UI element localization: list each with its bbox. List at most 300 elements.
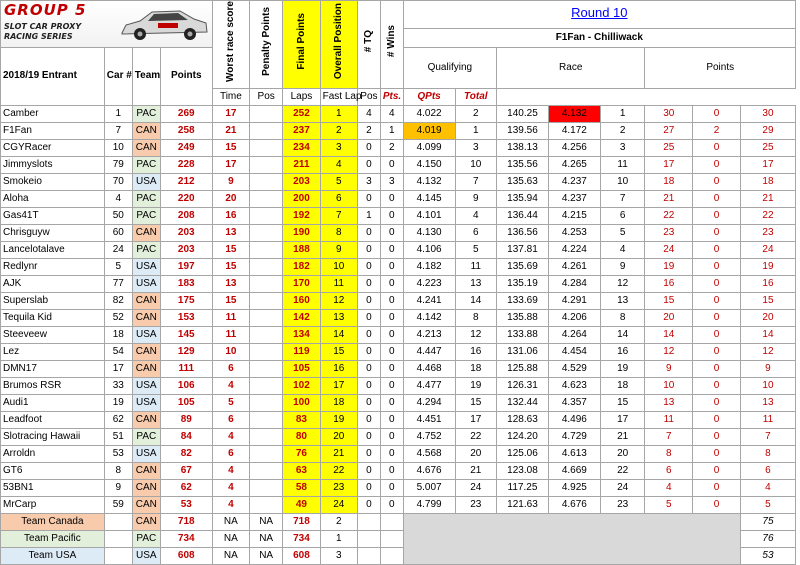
total-pts: 23	[740, 224, 795, 241]
team-worst: NA	[212, 547, 249, 564]
final-points: 170	[283, 275, 320, 292]
tq-count: 0	[357, 139, 380, 156]
penalty-points	[250, 105, 283, 122]
overall-position: 7	[320, 207, 357, 224]
race-laps: 135.69	[497, 258, 549, 275]
race-pos: 6	[600, 207, 645, 224]
qualifying-pts: 0	[693, 462, 741, 479]
wins-count: 3	[380, 173, 403, 190]
qualifying-pos: 5	[455, 241, 497, 258]
race-pts: 5	[645, 496, 693, 513]
entrant-name: 53BN1	[1, 479, 105, 496]
entrant-name: Smokeio	[1, 173, 105, 190]
race-pos: 24	[600, 479, 645, 496]
team-points: 718	[160, 513, 212, 530]
tq-count: 0	[357, 394, 380, 411]
penalty-points	[250, 190, 283, 207]
race-laps: 124.20	[497, 428, 549, 445]
worst-race-score: 4	[212, 462, 249, 479]
qualifying-pts: 0	[693, 309, 741, 326]
team-code: CAN	[132, 513, 160, 530]
total-pts: 22	[740, 207, 795, 224]
race-laps: 123.08	[497, 462, 549, 479]
qualifying-time: 4.451	[403, 411, 455, 428]
team-badge: PAC	[132, 105, 160, 122]
header-pts: Pts.	[380, 88, 403, 105]
qualifying-pts: 0	[693, 292, 741, 309]
race-laps: 117.25	[497, 479, 549, 496]
race-pos: 17	[600, 411, 645, 428]
worst-race-score: 15	[212, 241, 249, 258]
points: 67	[160, 462, 212, 479]
qualifying-time: 4.223	[403, 275, 455, 292]
points: 183	[160, 275, 212, 292]
team-final-points: 734	[283, 530, 320, 547]
race-laps: 133.88	[497, 326, 549, 343]
team-badge: USA	[132, 173, 160, 190]
overall-position: 20	[320, 428, 357, 445]
final-points: 160	[283, 292, 320, 309]
qualifying-pts: 0	[693, 156, 741, 173]
wins-count: 0	[380, 445, 403, 462]
penalty-points	[250, 241, 283, 258]
car-number: 54	[104, 343, 132, 360]
wins-count: 0	[380, 207, 403, 224]
qualifying-pts: 0	[693, 275, 741, 292]
driver-row	[1, 394, 796, 411]
overall-position: 15	[320, 343, 357, 360]
race-pos: 9	[600, 258, 645, 275]
logo-title: GROUP 5	[4, 1, 87, 19]
entrant-name: Jimmyslots	[1, 156, 105, 173]
qualifying-time: 4.101	[403, 207, 455, 224]
driver-row	[1, 122, 796, 139]
driver-row	[1, 411, 796, 428]
final-points: 234	[283, 139, 320, 156]
race-laps: 138.13	[497, 139, 549, 156]
wins-count: 0	[380, 309, 403, 326]
race-pos: 5	[600, 224, 645, 241]
team-position: 1	[320, 530, 357, 547]
worst-race-score: 4	[212, 428, 249, 445]
team-penalty: NA	[250, 530, 283, 547]
race-pts: 14	[645, 326, 693, 343]
race-laps: 135.63	[497, 173, 549, 190]
wins-count: 0	[380, 224, 403, 241]
race-pos: 16	[600, 343, 645, 360]
worst-race-score: 21	[212, 122, 249, 139]
points: 153	[160, 309, 212, 326]
points: 84	[160, 428, 212, 445]
qualifying-time: 4.468	[403, 360, 455, 377]
wins-count: 0	[380, 479, 403, 496]
entrant-name: MrCarp	[1, 496, 105, 513]
team-tq-blank	[357, 547, 380, 564]
header-qpts: QPts	[403, 88, 455, 105]
wins-count: 0	[380, 156, 403, 173]
qualifying-pts: 0	[693, 241, 741, 258]
total-pts: 30	[740, 105, 795, 122]
race-pos: 21	[600, 428, 645, 445]
overall-position: 16	[320, 360, 357, 377]
team-badge: CAN	[132, 122, 160, 139]
race-laps: 126.31	[497, 377, 549, 394]
points: 62	[160, 479, 212, 496]
final-points: 200	[283, 190, 320, 207]
wins-count: 0	[380, 411, 403, 428]
entrant-name: Tequila Kid	[1, 309, 105, 326]
team-tq-blank	[357, 530, 380, 547]
points: 203	[160, 224, 212, 241]
header-fast-lap: Fast Lap	[320, 88, 357, 105]
worst-race-score: 17	[212, 105, 249, 122]
qualifying-time: 4.130	[403, 224, 455, 241]
header-wins: # Wins	[380, 1, 403, 89]
fast-lap: 4.496	[548, 411, 600, 428]
team-position: 2	[320, 513, 357, 530]
team-worst: NA	[212, 530, 249, 547]
fast-lap: 4.256	[548, 139, 600, 156]
driver-row	[1, 241, 796, 258]
penalty-points	[250, 360, 283, 377]
driver-row	[1, 105, 796, 122]
team-total: 53	[740, 547, 795, 564]
overall-position: 1	[320, 105, 357, 122]
header-points-group: Points	[645, 48, 796, 89]
race-laps: 135.56	[497, 156, 549, 173]
worst-race-score: 15	[212, 139, 249, 156]
qualifying-pts: 0	[693, 105, 741, 122]
qualifying-pos: 9	[455, 190, 497, 207]
worst-race-score: 4	[212, 377, 249, 394]
race-pts: 23	[645, 224, 693, 241]
tq-count: 0	[357, 496, 380, 513]
header-car: Car #	[104, 48, 132, 106]
overall-position: 13	[320, 309, 357, 326]
overall-position: 4	[320, 156, 357, 173]
overall-position: 18	[320, 394, 357, 411]
entrant-name: Lez	[1, 343, 105, 360]
total-pts: 10	[740, 377, 795, 394]
total-pts: 21	[740, 190, 795, 207]
race-pos: 4	[600, 241, 645, 258]
points: 129	[160, 343, 212, 360]
car-number: 18	[104, 326, 132, 343]
qualifying-pts: 0	[693, 360, 741, 377]
points: 258	[160, 122, 212, 139]
total-pts: 6	[740, 462, 795, 479]
qualifying-pos: 18	[455, 360, 497, 377]
tq-count: 0	[357, 309, 380, 326]
round-link[interactable]: Round 10	[571, 5, 628, 21]
car-number: 59	[104, 496, 132, 513]
wins-count: 0	[380, 241, 403, 258]
worst-race-score: 6	[212, 445, 249, 462]
points: 228	[160, 156, 212, 173]
points: 249	[160, 139, 212, 156]
tq-count: 0	[357, 275, 380, 292]
qualifying-pos: 23	[455, 496, 497, 513]
header-overall: Overall Position	[320, 1, 357, 89]
qualifying-pts: 0	[693, 224, 741, 241]
qualifying-pos: 15	[455, 394, 497, 411]
total-pts: 13	[740, 394, 795, 411]
tq-count: 0	[357, 343, 380, 360]
driver-row	[1, 292, 796, 309]
final-points: 237	[283, 122, 320, 139]
race-pos: 19	[600, 360, 645, 377]
driver-row	[1, 224, 796, 241]
race-laps: 125.88	[497, 360, 549, 377]
qualifying-time: 4.752	[403, 428, 455, 445]
points: 175	[160, 292, 212, 309]
team-badge: CAN	[132, 411, 160, 428]
race-pts: 24	[645, 241, 693, 258]
penalty-points	[250, 394, 283, 411]
team-total: 75	[740, 513, 795, 530]
qualifying-pos: 7	[455, 173, 497, 190]
driver-row	[1, 462, 796, 479]
round-cell	[403, 1, 795, 29]
team-penalty: NA	[250, 513, 283, 530]
qualifying-pos: 19	[455, 377, 497, 394]
worst-race-score: 13	[212, 224, 249, 241]
total-pts: 19	[740, 258, 795, 275]
qualifying-pos: 8	[455, 309, 497, 326]
car-number: 7	[104, 122, 132, 139]
tq-count: 0	[357, 326, 380, 343]
fast-lap: 4.253	[548, 224, 600, 241]
race-laps: 137.81	[497, 241, 549, 258]
series-logo	[1, 1, 213, 48]
qualifying-pts: 0	[693, 394, 741, 411]
qualifying-pts: 0	[693, 377, 741, 394]
car-number: 62	[104, 411, 132, 428]
qualifying-pos: 17	[455, 411, 497, 428]
final-points: 105	[283, 360, 320, 377]
race-pts: 22	[645, 207, 693, 224]
tq-count: 0	[357, 224, 380, 241]
tq-count: 1	[357, 207, 380, 224]
worst-race-score: 4	[212, 479, 249, 496]
qualifying-time: 4.106	[403, 241, 455, 258]
team-points: 734	[160, 530, 212, 547]
team-badge: USA	[132, 326, 160, 343]
tq-count: 0	[357, 258, 380, 275]
points: 197	[160, 258, 212, 275]
penalty-points	[250, 462, 283, 479]
race-laps: 140.25	[497, 105, 549, 122]
team-badge: PAC	[132, 241, 160, 258]
race-pos: 18	[600, 377, 645, 394]
race-pts: 8	[645, 445, 693, 462]
wins-count: 0	[380, 343, 403, 360]
entrant-name: AJK	[1, 275, 105, 292]
overall-position: 8	[320, 224, 357, 241]
overall-position: 14	[320, 326, 357, 343]
team-badge: CAN	[132, 224, 160, 241]
race-pos: 1	[600, 105, 645, 122]
overall-position: 19	[320, 411, 357, 428]
final-points: 76	[283, 445, 320, 462]
race-pos: 3	[600, 139, 645, 156]
header-final: Final Points	[283, 1, 320, 89]
car-number: 53	[104, 445, 132, 462]
race-pos: 8	[600, 309, 645, 326]
race-pos: 13	[600, 292, 645, 309]
qualifying-pos: 2	[455, 105, 497, 122]
overall-position: 21	[320, 445, 357, 462]
final-points: 142	[283, 309, 320, 326]
team-badge: CAN	[132, 360, 160, 377]
fast-lap: 4.215	[548, 207, 600, 224]
team-badge: USA	[132, 258, 160, 275]
entrant-name: Chrisguyw	[1, 224, 105, 241]
race-laps: 135.19	[497, 275, 549, 292]
race-pts: 11	[645, 411, 693, 428]
qualifying-pos: 16	[455, 343, 497, 360]
race-pts: 20	[645, 309, 693, 326]
header-penalty: Penalty Points	[250, 1, 283, 89]
qualifying-pts: 2	[693, 122, 741, 139]
header-laps: Laps	[283, 88, 320, 105]
driver-row	[1, 428, 796, 445]
driver-row	[1, 173, 796, 190]
tq-count: 0	[357, 377, 380, 394]
entrant-name: Brumos RSR	[1, 377, 105, 394]
car-number: 4	[104, 190, 132, 207]
worst-race-score: 9	[212, 173, 249, 190]
tq-count: 0	[357, 411, 380, 428]
race-pos: 23	[600, 496, 645, 513]
points: 220	[160, 190, 212, 207]
points: 106	[160, 377, 212, 394]
entrant-name: Camber	[1, 105, 105, 122]
qualifying-pts: 0	[693, 173, 741, 190]
qualifying-time: 4.019	[403, 122, 455, 139]
race-pos: 20	[600, 445, 645, 462]
overall-position: 2	[320, 122, 357, 139]
race-pos: 14	[600, 326, 645, 343]
fast-lap: 4.172	[548, 122, 600, 139]
qualifying-time: 4.132	[403, 173, 455, 190]
points: 89	[160, 411, 212, 428]
total-pts: 16	[740, 275, 795, 292]
worst-race-score: 16	[212, 207, 249, 224]
qualifying-pts: 0	[693, 326, 741, 343]
car-number: 8	[104, 462, 132, 479]
penalty-points	[250, 479, 283, 496]
driver-row	[1, 343, 796, 360]
team-position: 3	[320, 547, 357, 564]
worst-race-score: 20	[212, 190, 249, 207]
worst-race-score: 6	[212, 411, 249, 428]
total-pts: 20	[740, 309, 795, 326]
overall-position: 22	[320, 462, 357, 479]
wins-count: 0	[380, 462, 403, 479]
driver-row	[1, 326, 796, 343]
overall-position: 12	[320, 292, 357, 309]
team-car-blank	[104, 513, 132, 530]
race-pts: 12	[645, 343, 693, 360]
points: 145	[160, 326, 212, 343]
total-pts: 9	[740, 360, 795, 377]
race-pos: 11	[600, 156, 645, 173]
qualifying-time: 4.145	[403, 190, 455, 207]
total-pts: 8	[740, 445, 795, 462]
race-pts: 25	[645, 139, 693, 156]
points: 53	[160, 496, 212, 513]
entrant-name: CGYRacer	[1, 139, 105, 156]
qualifying-time: 4.241	[403, 292, 455, 309]
car-number: 82	[104, 292, 132, 309]
fast-lap: 4.237	[548, 173, 600, 190]
entrant-name: F1Fan	[1, 122, 105, 139]
driver-row	[1, 445, 796, 462]
qualifying-pts: 0	[693, 190, 741, 207]
team-badge: USA	[132, 275, 160, 292]
race-laps: 125.06	[497, 445, 549, 462]
entrant-name: Steeveew	[1, 326, 105, 343]
team-badge: PAC	[132, 190, 160, 207]
penalty-points	[250, 377, 283, 394]
team-badge: PAC	[132, 207, 160, 224]
final-points: 49	[283, 496, 320, 513]
entrant-name: Leadfoot	[1, 411, 105, 428]
qualifying-pts: 0	[693, 207, 741, 224]
team-name: Team Pacific	[1, 530, 105, 547]
total-pts: 12	[740, 343, 795, 360]
fast-lap: 4.261	[548, 258, 600, 275]
final-points: 188	[283, 241, 320, 258]
car-number: 77	[104, 275, 132, 292]
driver-row	[1, 309, 796, 326]
qualifying-pos: 6	[455, 224, 497, 241]
fast-lap: 4.237	[548, 190, 600, 207]
team-points: 608	[160, 547, 212, 564]
team-badge: USA	[132, 394, 160, 411]
fast-lap: 4.623	[548, 377, 600, 394]
final-points: 182	[283, 258, 320, 275]
race-laps: 132.44	[497, 394, 549, 411]
race-pts: 15	[645, 292, 693, 309]
qualifying-time: 4.150	[403, 156, 455, 173]
race-pts: 19	[645, 258, 693, 275]
worst-race-score: 4	[212, 496, 249, 513]
penalty-points	[250, 224, 283, 241]
header-team: Team	[132, 48, 160, 106]
final-points: 192	[283, 207, 320, 224]
race-laps: 136.56	[497, 224, 549, 241]
entrant-name: Superslab	[1, 292, 105, 309]
driver-row	[1, 479, 796, 496]
final-points: 100	[283, 394, 320, 411]
qualifying-time: 4.022	[403, 105, 455, 122]
race-pts: 30	[645, 105, 693, 122]
driver-row	[1, 207, 796, 224]
team-wins-blank	[380, 547, 403, 564]
penalty-points	[250, 173, 283, 190]
qualifying-pos: 3	[455, 139, 497, 156]
worst-race-score: 6	[212, 360, 249, 377]
race-pos: 10	[600, 173, 645, 190]
race-pts: 10	[645, 377, 693, 394]
entrant-name: Audi1	[1, 394, 105, 411]
team-badge: CAN	[132, 343, 160, 360]
race-laps: 131.06	[497, 343, 549, 360]
race-laps: 128.63	[497, 411, 549, 428]
race-pos: 12	[600, 275, 645, 292]
